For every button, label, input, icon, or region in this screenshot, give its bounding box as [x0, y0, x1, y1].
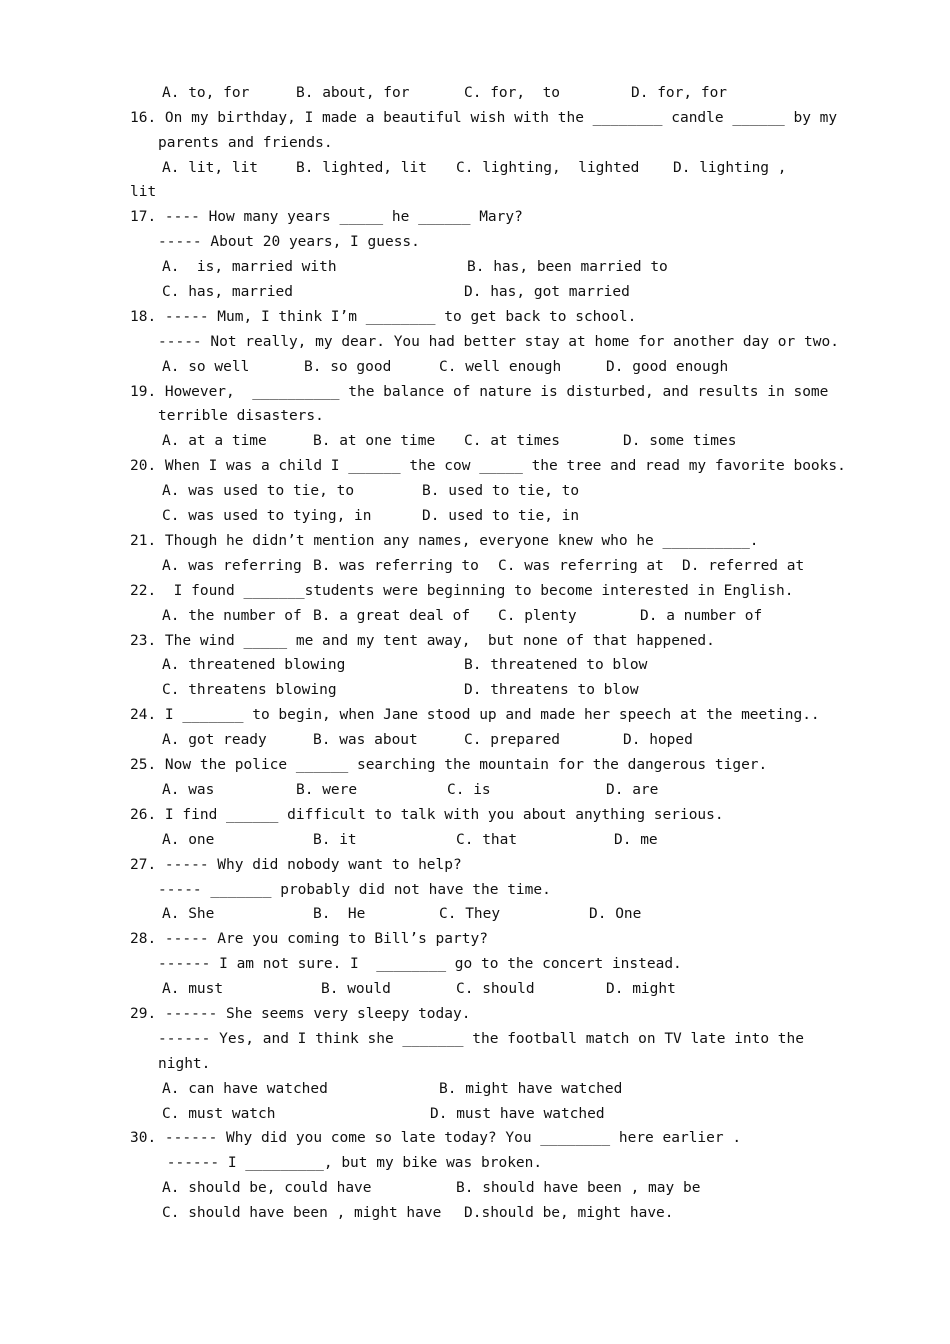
- q22-stem: 22. I found _______students were beginning to become interested in English.: [130, 583, 794, 599]
- q17-option-b: B. has, been married to: [467, 259, 668, 275]
- q17-stem-line1: 17. ---- How many years _____ he ______ Mary?: [130, 209, 523, 225]
- q27-stem-line1: 27. ----- Why did nobody want to help?: [130, 857, 462, 873]
- q22-option-d: D. a number of: [640, 608, 763, 624]
- q18-option-d: D. good enough: [606, 359, 729, 375]
- q21-option-b: B. was referring to: [313, 558, 479, 574]
- q16-option-d-wrap: lit: [130, 184, 157, 200]
- q30-option-d: D.should be, might have.: [464, 1205, 674, 1221]
- q21-option-d: D. referred at: [682, 558, 805, 574]
- q20-option-c: C. was used to tying, in: [162, 508, 372, 524]
- q28-option-c: C. should: [456, 981, 535, 997]
- q24-option-c: C. prepared: [464, 732, 561, 748]
- q21-option-a: A. was referring: [162, 558, 302, 574]
- q19-stem-line1: 19. However, __________ the balance of nature is disturbed, and results in some: [130, 384, 829, 400]
- q19-stem-line2: terrible disasters.: [158, 408, 324, 424]
- q23-option-b: B. threatened to blow: [464, 657, 648, 673]
- q27-stem-line2: ----- _______ probably did not have the time.: [158, 882, 551, 898]
- q29-option-a: A. can have watched: [162, 1081, 328, 1097]
- q29-option-b: B. might have watched: [439, 1081, 623, 1097]
- q18-stem-line2: ----- Not really, my dear. You had better stay at home for another day or two.: [158, 334, 839, 350]
- q30-stem-line2: ------ I _________, but my bike was broken.: [158, 1155, 543, 1171]
- q16-option-d: D. lighting ,: [673, 160, 787, 176]
- q23-option-a: A. threatened blowing: [162, 657, 346, 673]
- q16-stem-line2: parents and friends.: [158, 135, 333, 151]
- q18-stem-line1: 18. ----- Mum, I think I’m ________ to get back to school.: [130, 309, 637, 325]
- q15-option-c: C. for, to: [464, 85, 561, 101]
- q27-option-a: A. She: [162, 906, 215, 922]
- q18-option-a: A. so well: [162, 359, 250, 375]
- q29-option-d: D. must have watched: [430, 1106, 605, 1122]
- q28-stem-line2: ------ I am not sure. I ________ go to the concert instead.: [158, 956, 682, 972]
- q23-option-d: D. threatens to blow: [464, 682, 639, 698]
- q20-option-b: B. used to tie, to: [422, 483, 580, 499]
- q25-option-d: D. are: [606, 782, 659, 798]
- q15-option-b: B. about, for: [296, 85, 410, 101]
- q29-option-c: C. must watch: [162, 1106, 276, 1122]
- q28-option-d: D. might: [606, 981, 676, 997]
- q23-stem: 23. The wind _____ me and my tent away, but none of that happened.: [130, 633, 715, 649]
- q26-option-b: B. it: [313, 832, 357, 848]
- q17-option-c: C. has, married: [162, 284, 293, 300]
- q28-option-a: A. must: [162, 981, 224, 997]
- q27-option-c: C. They: [439, 906, 501, 922]
- q22-option-a: A. the number of: [162, 608, 302, 624]
- q30-option-c: C. should have been , might have: [162, 1205, 442, 1221]
- q19-option-a: A. at a time: [162, 433, 267, 449]
- q21-stem: 21. Though he didn’t mention any names, everyone knew who he __________.: [130, 533, 759, 549]
- q29-stem-line1: 29. ------ She seems very sleepy today.: [130, 1006, 471, 1022]
- q18-option-b: B. so good: [304, 359, 392, 375]
- q24-option-d: D. hoped: [623, 732, 693, 748]
- q16-option-a: A. lit, lit: [162, 160, 259, 176]
- q29-stem-line2: ------ Yes, and I think she _______ the football match on TV late into the: [158, 1031, 805, 1047]
- q19-option-b: B. at one time: [313, 433, 436, 449]
- q23-option-c: C. threatens blowing: [162, 682, 337, 698]
- q19-option-c: C. at times: [464, 433, 561, 449]
- q21-option-c: C. was referring at: [498, 558, 664, 574]
- q18-option-c: C. well enough: [439, 359, 562, 375]
- q24-option-a: A. got ready: [162, 732, 267, 748]
- q15-option-d: D. for, for: [631, 85, 728, 101]
- q26-option-c: C. that: [456, 832, 518, 848]
- q17-stem-line2: ----- About 20 years, I guess.: [158, 234, 420, 250]
- q22-option-c: C. plenty: [498, 608, 577, 624]
- q30-option-a: A. should be, could have: [162, 1180, 372, 1196]
- q17-option-d: D. has, got married: [464, 284, 630, 300]
- q16-option-b: B. lighted, lit: [296, 160, 427, 176]
- q25-option-a: A. was: [162, 782, 215, 798]
- q25-option-b: B. were: [296, 782, 358, 798]
- q24-option-b: B. was about: [313, 732, 418, 748]
- q16-option-c: C. lighting, lighted: [456, 160, 640, 176]
- q24-stem: 24. I _______ to begin, when Jane stood up and made her speech at the meeting..: [130, 707, 820, 723]
- q25-option-c: C. is: [447, 782, 491, 798]
- q26-stem: 26. I find ______ difficult to talk with you about anything serious.: [130, 807, 724, 823]
- q27-option-d: D. One: [589, 906, 642, 922]
- q20-option-a: A. was used to tie, to: [162, 483, 355, 499]
- q19-option-d: D. some times: [623, 433, 737, 449]
- q30-option-b: B. should have been , may be: [456, 1180, 701, 1196]
- q16-stem-line1: 16. On my birthday, I made a beautiful wish with the ________ candle ______ by my: [130, 110, 838, 126]
- q30-stem-line1: 30. ------ Why did you come so late today? You ________ here earlier .: [130, 1130, 742, 1146]
- q28-option-b: B. would: [321, 981, 391, 997]
- q17-option-a: A. is, married with: [162, 259, 337, 275]
- q29-stem-line3: night.: [158, 1056, 211, 1072]
- q27-option-b: B. He: [313, 906, 366, 922]
- q25-stem: 25. Now the police ______ searching the mountain for the dangerous tiger.: [130, 757, 768, 773]
- q28-stem-line1: 28. ----- Are you coming to Bill’s party?: [130, 931, 488, 947]
- q15-option-a: A. to, for: [162, 85, 250, 101]
- q26-option-a: A. one: [162, 832, 215, 848]
- q26-option-d: D. me: [614, 832, 658, 848]
- q22-option-b: B. a great deal of: [313, 608, 471, 624]
- q20-stem: 20. When I was a child I ______ the cow _____ the tree and read my favorite books.: [130, 458, 846, 474]
- q20-option-d: D. used to tie, in: [422, 508, 580, 524]
